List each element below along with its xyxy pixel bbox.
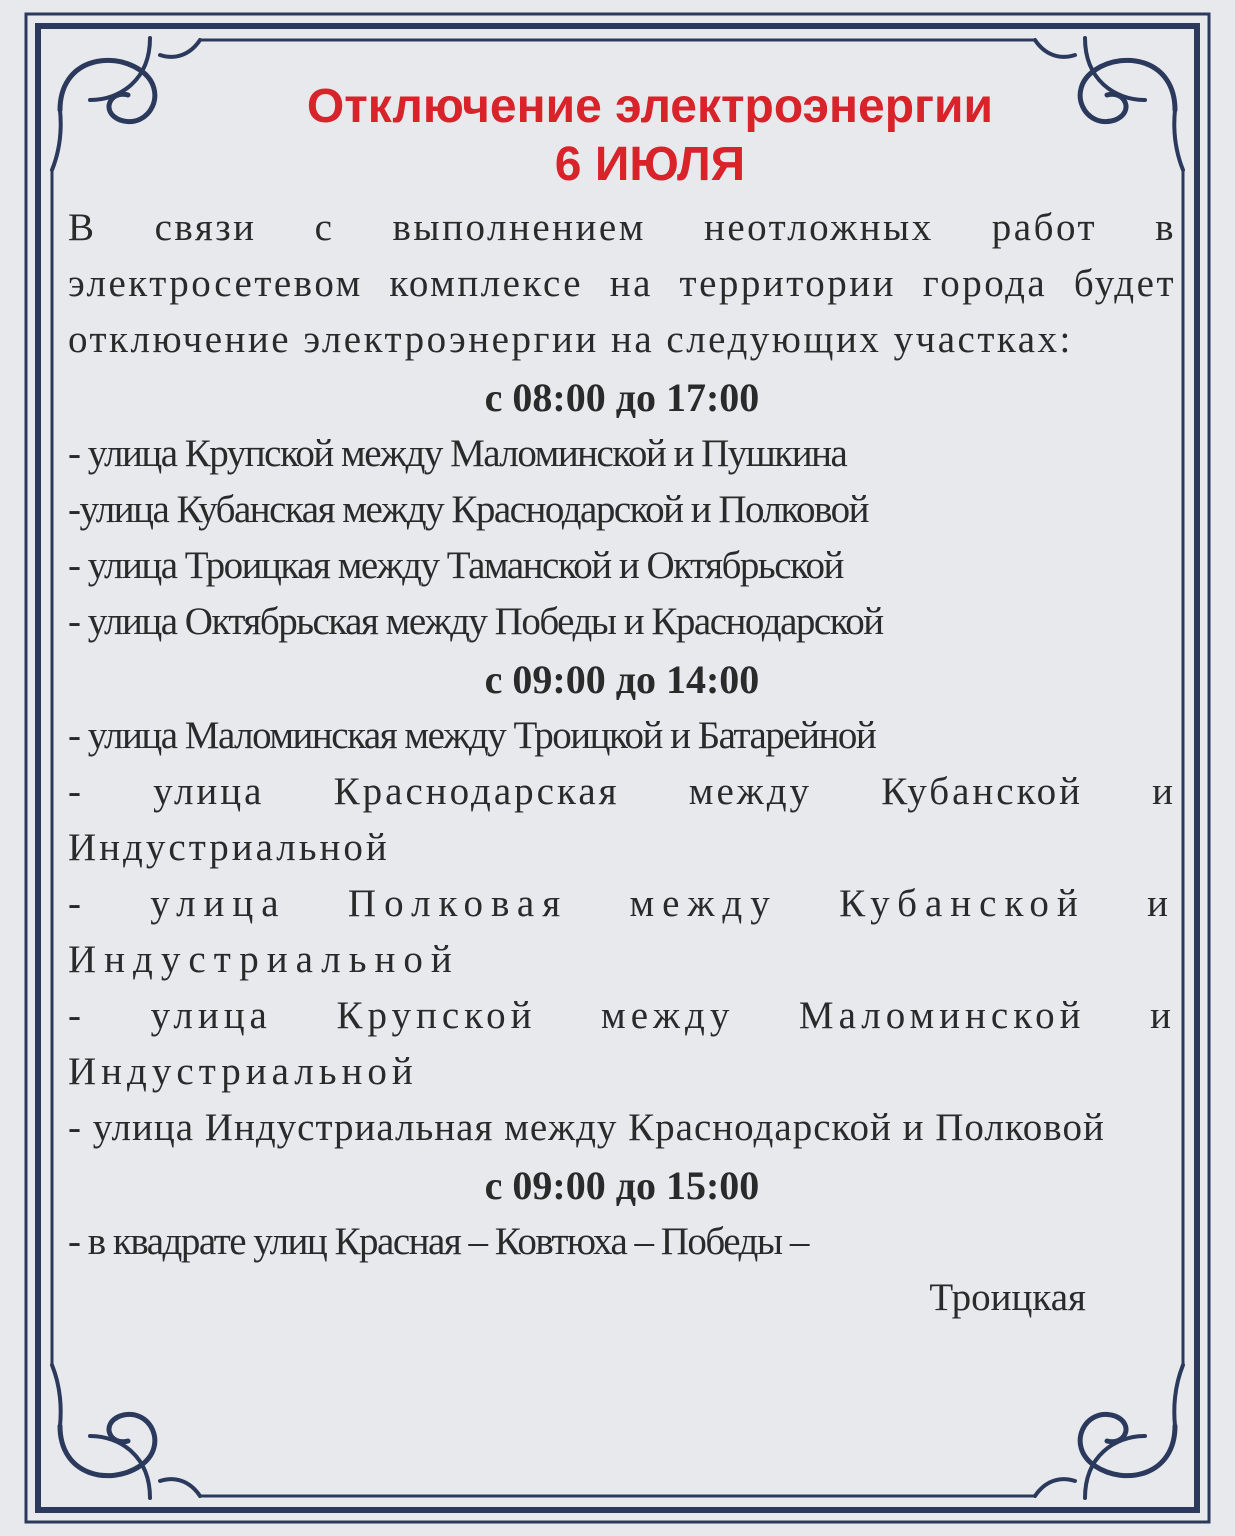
notice xyxy=(68,78,1176,1326)
section-2 xyxy=(68,652,1176,1156)
list-item: Троицкая xyxy=(929,1276,1086,1319)
list-item: - улица Полковая между Кубанской и Индустриальной xyxy=(68,882,1176,981)
title-line-1: Отключение электроэнергии xyxy=(306,80,994,133)
section-time: с 09:00 до 14:00 xyxy=(484,657,760,702)
intro-paragraph: В связи с выполнением неотложных работ в электросетевом комплексе на территории города будет отключение электроэнергии на следующих участках: xyxy=(68,206,1176,361)
notice-title xyxy=(96,78,1204,194)
section-3 xyxy=(68,1158,1176,1326)
list-item: -улица Кубанская между Краснодарской и Полковой xyxy=(68,488,868,531)
list-item: - улица Троицкая между Таманской и Октябрьской xyxy=(68,544,843,587)
section-time: с 09:00 до 15:00 xyxy=(484,1163,760,1208)
section-time: с 08:00 до 17:00 xyxy=(484,375,760,420)
section-1 xyxy=(68,370,1176,650)
list-item: - улица Краснодарская между Кубанской и Индустриальной xyxy=(68,770,1176,869)
list-item: - в квадрате улиц Красная – Ковтюха – Победы – xyxy=(68,1220,808,1263)
title-line-2: 6 ИЮЛЯ xyxy=(554,138,746,191)
list-item: - улица Крупской между Маломинской и Пушкина xyxy=(68,432,847,475)
list-item: - улица Маломинская между Троицкой и Батарейной xyxy=(68,714,876,757)
list-item: - улица Крупской между Маломинской и Индустриальной xyxy=(68,994,1176,1093)
list-item: - улица Индустриальная между Краснодарской и Полковой xyxy=(68,1106,1105,1149)
list-item: - улица Октябрьская между Победы и Краснодарской xyxy=(68,600,883,643)
